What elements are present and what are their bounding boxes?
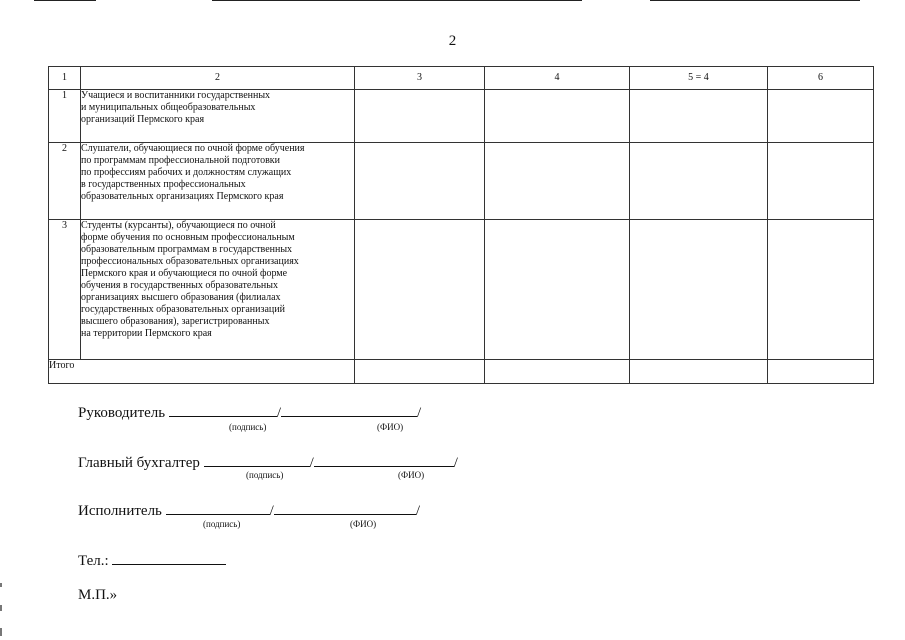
executor-name-field[interactable] [274, 500, 416, 515]
phone-label: Тел.: [78, 553, 109, 569]
header-cell: 2 [81, 67, 355, 90]
top-rule-middle [212, 0, 582, 1]
header-cell: 6 [768, 67, 874, 90]
empty-cell [485, 220, 630, 360]
accountant-separator: / [309, 455, 314, 471]
head-signature-line [78, 402, 421, 422]
header-cell: 1 [49, 67, 81, 90]
total-row [49, 360, 874, 384]
header-cell: 4 [485, 67, 630, 90]
head-separator: / [276, 405, 282, 421]
empty-cell [485, 360, 630, 384]
executor-sign-caption: (подпись) [203, 519, 241, 529]
empty-cell [768, 220, 874, 360]
empty-cell [485, 90, 630, 143]
empty-cell [768, 143, 874, 220]
accountant-separator: / [453, 455, 458, 471]
empty-cell [630, 220, 768, 360]
head-sign-field[interactable] [169, 402, 277, 417]
table-row [49, 143, 874, 220]
accountant-name-caption: (ФИО) [398, 470, 425, 480]
empty-cell [630, 143, 768, 220]
total-label: Итого [49, 360, 355, 384]
table-header-row [49, 67, 874, 90]
empty-cell [355, 143, 485, 220]
executor-separator: / [269, 503, 274, 519]
executor-name-caption: (ФИО) [350, 519, 377, 529]
empty-cell [485, 143, 630, 220]
stamp-place-label: М.П.» [78, 587, 118, 603]
executor-separator: / [415, 503, 420, 519]
page-number: 2 [448, 33, 457, 49]
head-sign-caption: (подпись) [229, 422, 267, 432]
table-row [49, 220, 874, 360]
empty-cell [768, 90, 874, 143]
executor-label: Исполнитель [78, 503, 162, 519]
top-rule-right [650, 0, 860, 1]
head-name-caption: (ФИО) [377, 422, 404, 432]
empty-cell [630, 360, 768, 384]
head-name-field[interactable] [281, 402, 417, 417]
row-description: Слушатели, обучающиеся по очной форме обучения по программам профессиональной подготовки по профессиям рабочих и должностям служащих в государственных профессиональных образовательных организациях Пермского края [81, 143, 355, 220]
empty-cell [355, 90, 485, 143]
header-cell: 5 = 4 [630, 67, 768, 90]
head-label: Руководитель [78, 405, 166, 421]
header-cell: 3 [355, 67, 485, 90]
edge-mark [0, 628, 2, 636]
accountant-sign-field[interactable] [204, 452, 310, 467]
accountant-label: Главный бухгалтер [78, 455, 200, 471]
executor-signature-line [78, 500, 420, 520]
row-description: Студенты (курсанты), обучающиеся по очной форме обучения по основным профессиональным образовательным программам в государственных профессиональных образовательных организациях Пермского края и обучающиеся по очной форме обучения в государственных образовательных организациях высшего образования (филиалах государственных образовательных организаций высшего образования), зарегистрированных на территории Пермского края [81, 220, 355, 360]
row-description: Учащиеся и воспитанники государственных и муниципальных общеобразовательных организаций Пермского края [81, 90, 355, 143]
accountant-sign-caption: (подпись) [246, 470, 284, 480]
top-rule-left [34, 0, 96, 1]
edge-mark [0, 605, 2, 611]
accountant-name-field[interactable] [314, 452, 454, 467]
empty-cell [355, 360, 485, 384]
empty-cell [768, 360, 874, 384]
row-number: 3 [49, 220, 81, 360]
report-table [48, 66, 874, 384]
row-number: 1 [49, 90, 81, 143]
executor-sign-field[interactable] [166, 500, 270, 515]
phone-field[interactable] [112, 550, 226, 565]
head-separator: / [417, 405, 422, 421]
edge-mark [0, 583, 2, 587]
phone-line [78, 550, 226, 570]
row-number: 2 [49, 143, 81, 220]
empty-cell [630, 90, 768, 143]
accountant-signature-line [78, 452, 458, 472]
empty-cell [355, 220, 485, 360]
table-row [49, 90, 874, 143]
